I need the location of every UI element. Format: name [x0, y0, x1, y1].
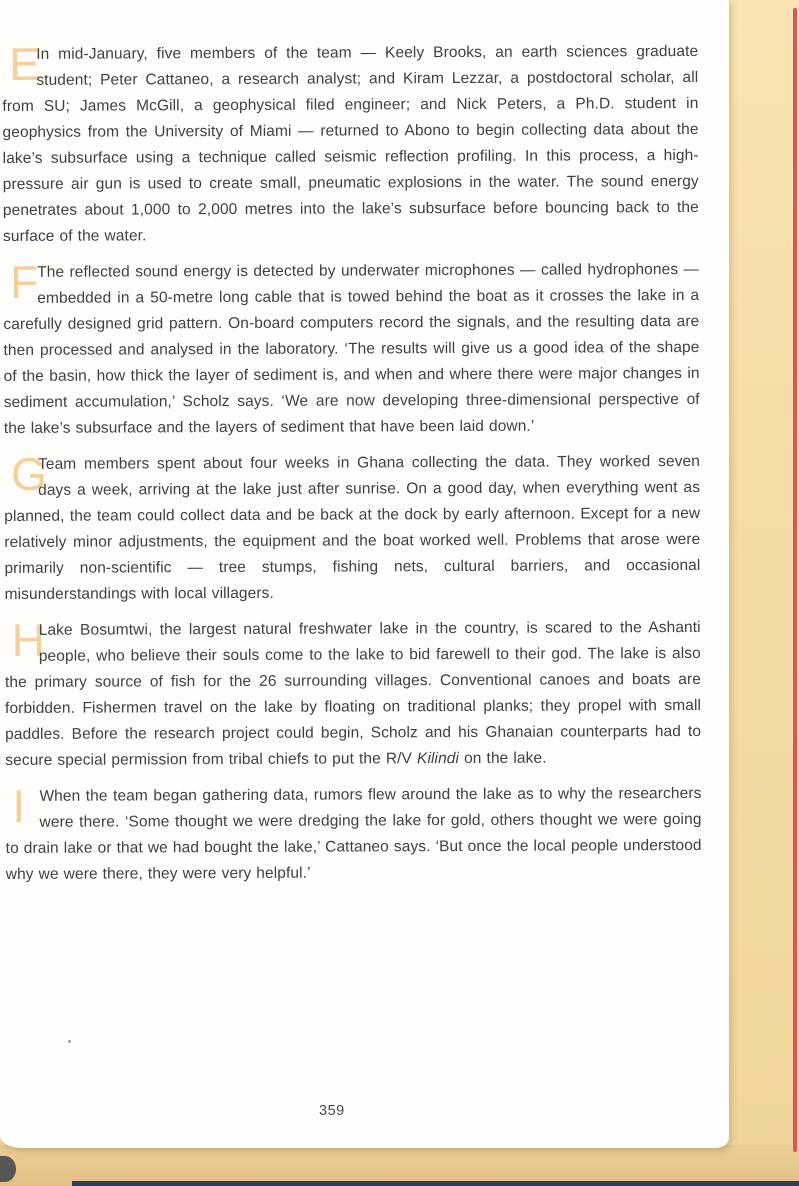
drop-cap: F	[10, 255, 39, 308]
passage-text	[2, 39, 702, 898]
scan-bottom-navy-strip	[72, 1181, 799, 1186]
paragraph-text: When the team began gathering data, rumors flew around the lake as to why the researchers were there. ‘Some thought we were dredging the lake for gold, others thought we were going to drain lake or that we had bought the lake,’ Cattaneo says. ‘But once the local people understood why we were there, they were very helpful.’	[5, 784, 702, 883]
page-number: 359	[319, 1103, 345, 1119]
paragraph-F	[3, 257, 700, 442]
drop-cap: H	[11, 613, 46, 666]
scan-dot-artifact	[68, 1040, 71, 1043]
paragraph-E	[2, 39, 699, 250]
book-edge-right-band	[727, 0, 799, 1186]
book-edge-bottom-band	[0, 1145, 799, 1186]
red-edge-line	[793, 8, 797, 1152]
paragraph-text: Team members spent about four weeks in Ghana collecting the data. They worked seven days a week, arriving at the lake just after sunrise. On a good day, when everything went as planned, the team could collect data and be back at the dock by early afternoon. Except for a new relatively minor adjustments, the equipment and the boat worked well. Problems that arose were primarily non-scientific — tree stumps, fishing nets, cultural barriers, and occasional misunderstandings with local villagers.	[4, 452, 701, 603]
paragraph-text: The reflected sound energy is detected by underwater microphones — called hydrophones — embedded in a 50-metre long cable that is towed behind the boat as it crosses the lake in a carefully designed grid pattern. On-board computers record the signals, and the resulting data are then processed and analysed in the laboratory. ‘The results will give us a good idea of the shape of the basin, how thick the layer of sediment is, and when and where there were major changes in sediment accumulation,’ Scholz says. ‘We are now developing three-dimensional perspective of the lake’s subsurface and the layers of sediment that have been laid down.’	[3, 260, 700, 438]
paragraph-G	[4, 449, 701, 608]
paragraph-text: Lake Bosumtwi, the largest natural freshwater lake in the country, is scared to the Ashanti people, who believe their souls come to the lake to bid farewell to their god. The lake is also the primary source of fish for the 26 surrounding villages. Conventional canoes and boats are forbidden. Fishermen travel on the lake by floating on traditional planks; they propel with small paddles. Before the research project could begin, Scholz and his Ghanaian counterparts had to secure special permission from tribal chiefs to put the R/V Kilindi on the lake.	[4, 618, 702, 769]
drop-cap: I	[12, 779, 26, 832]
paragraph-I	[5, 781, 701, 888]
drop-cap: E	[9, 37, 41, 90]
paragraph-H	[5, 615, 702, 774]
drop-cap: G	[10, 447, 48, 500]
paragraph-text: In mid-January, five members of the team — Keely Brooks, an earth sciences graduate student; Peter Cattaneo, a research analyst; and Kiram Lezzar, a postdoctoral scholar, all from SU; James McGill, a geophysical filed engineer; and Nick Peters, a Ph.D. student in geophysics from the University of Miami — returned to Abono to begin collecting data about the lake’s subsurface using a technique called seismic reflection profiling. In this process, a high-pressure air gun is used to create small, pneumatic explosions in the water. The sound energy penetrates about 1,000 to 2,000 metres into the lake’s subsurface before bouncing back to the surface of the water.	[2, 42, 699, 246]
